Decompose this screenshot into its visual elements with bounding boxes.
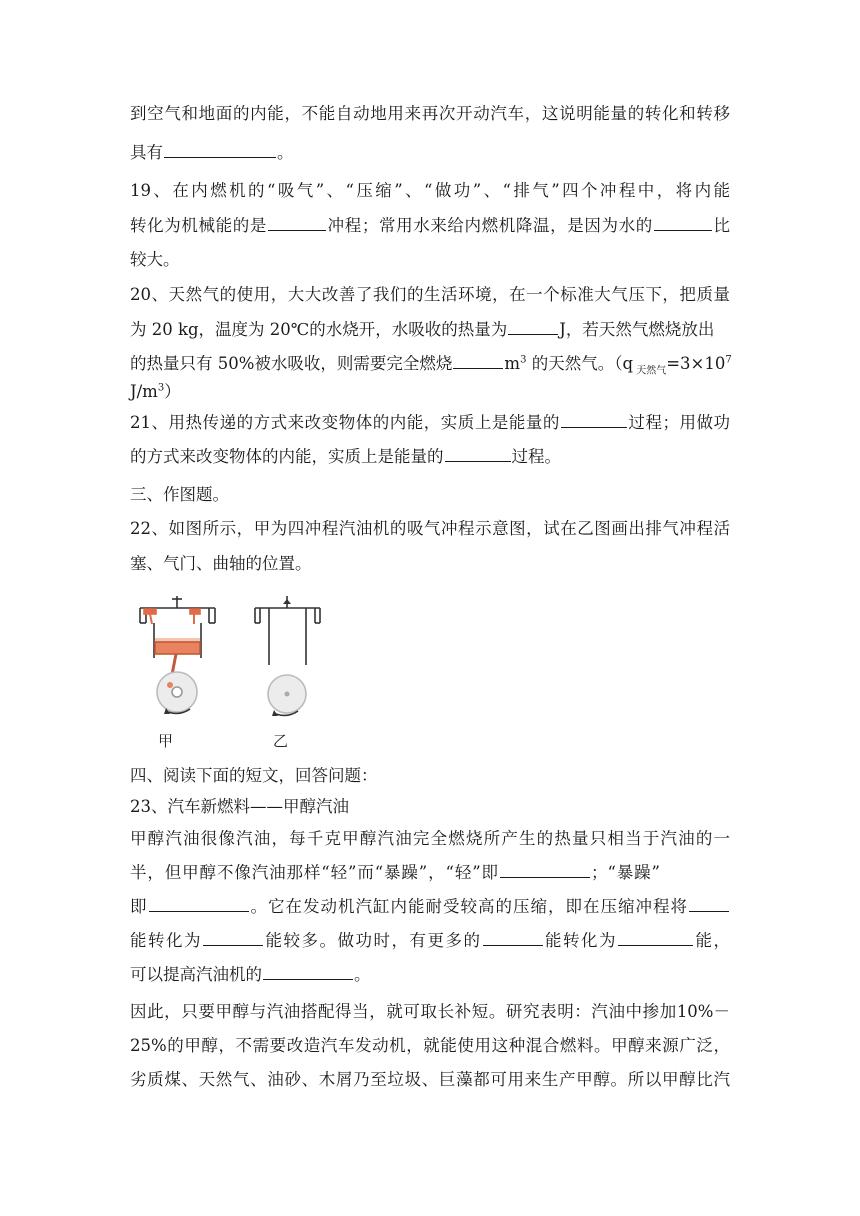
- answer-blank[interactable]: [654, 214, 712, 231]
- question-20-line: 的热量只有 50%被水吸收，则需要完全燃烧 $m^3$ 的天然气。（q $_{天然气}=3\times 10^7$: [130, 354, 732, 377]
- answer-blank[interactable]: [618, 929, 693, 946]
- question-22-line: 塞、气门、曲轴的位置。: [130, 554, 312, 573]
- engine-diagram-a: [140, 596, 215, 714]
- question-19-line: 19、在内燃机的“吸气”、“压缩”、“做功”、“排气”四个冲程中，将内能: [130, 181, 730, 200]
- answer-blank[interactable]: [483, 929, 543, 946]
- figure-label-b: 乙: [273, 732, 289, 750]
- question-19-line: 较大。: [130, 250, 180, 269]
- passage-line: 25%的甲醇，不需要改造汽车发动机，就能使用这种混合燃料。甲醇来源广泛，: [130, 1036, 730, 1055]
- question-21-line: 21、用热传递的方式来改变物体的内能，实质上是能量的 过程；用做功: [130, 413, 731, 432]
- passage-line: 能转化为 能较多。做功时，有更多的 能转化为 能，: [130, 931, 730, 950]
- engine-diagrams-svg: [130, 590, 340, 755]
- answer-blank[interactable]: [445, 445, 511, 462]
- section-heading: 四、阅读下面的短文，回答问题：: [130, 766, 378, 785]
- answer-blank[interactable]: [453, 352, 503, 369]
- answer-blank[interactable]: [508, 318, 558, 335]
- answer-blank[interactable]: [500, 861, 590, 878]
- answer-blank[interactable]: [561, 411, 627, 428]
- text-line: 具有 。: [130, 143, 294, 162]
- engine-diagram-b: [255, 596, 320, 716]
- passage-line: 甲醇汽油很像汽油，每千克甲醇汽油完全燃烧所产生的热量只相当于汽油的一: [130, 829, 730, 848]
- figure-label-a: 甲: [158, 732, 174, 750]
- answer-blank[interactable]: [263, 963, 353, 980]
- answer-blank[interactable]: [268, 214, 326, 231]
- engine-stroke-figure: [130, 590, 340, 755]
- question-20-line: 20、天然气的使用，大大改善了我们的生活环境，在一个标准大气压下，把质量: [130, 285, 730, 304]
- answer-blank[interactable]: [164, 141, 276, 158]
- passage-line: 可以提高汽油机的 。: [130, 965, 371, 984]
- question-21-line: 的方式来改变物体的内能，实质上是能量的 过程。: [130, 447, 561, 466]
- question-19-line: 转化为机械能的是 冲程；常用水来给内燃机降温，是因为水的 比: [130, 216, 731, 235]
- answer-blank[interactable]: [689, 895, 729, 912]
- passage-line: 即 。它在发动机汽缸内能耐受较高的压缩，即在压缩冲程将: [130, 895, 730, 918]
- question-20-line: $J/m^3$）: [130, 382, 181, 401]
- answer-blank[interactable]: [203, 929, 263, 946]
- passage-line: 半，但甲醇不像汽油那样“轻”而“暴躁”，“轻”即 ；“暴躁”: [130, 863, 660, 882]
- text-line: 到空气和地面的内能，不能自动地用来再次开动汽车，这说明能量的转化和转移: [130, 104, 730, 123]
- passage-line: 因此，只要甲醇与汽油搭配得当，就可取长补短。研究表明：汽油中掺加10%－: [130, 1002, 730, 1021]
- question-22-line: 22、如图所示，甲为四冲程汽油机的吸气冲程示意图，试在乙图画出排气冲程活: [130, 519, 730, 538]
- question-23-title: 23、汽车新燃料——甲醇汽油: [130, 797, 349, 816]
- passage-line: 劣质煤、天然气、油砂、木屑乃至垃圾、巨藻都可用来生产甲醇。所以甲醇比汽: [130, 1070, 730, 1089]
- question-20-line: 为 20 kg，温度为 20℃的水烧开，水吸收的热量为 J，若天然气燃烧放出: [130, 320, 715, 339]
- answer-blank[interactable]: [149, 895, 249, 912]
- section-heading: 三、作图题。: [130, 485, 229, 504]
